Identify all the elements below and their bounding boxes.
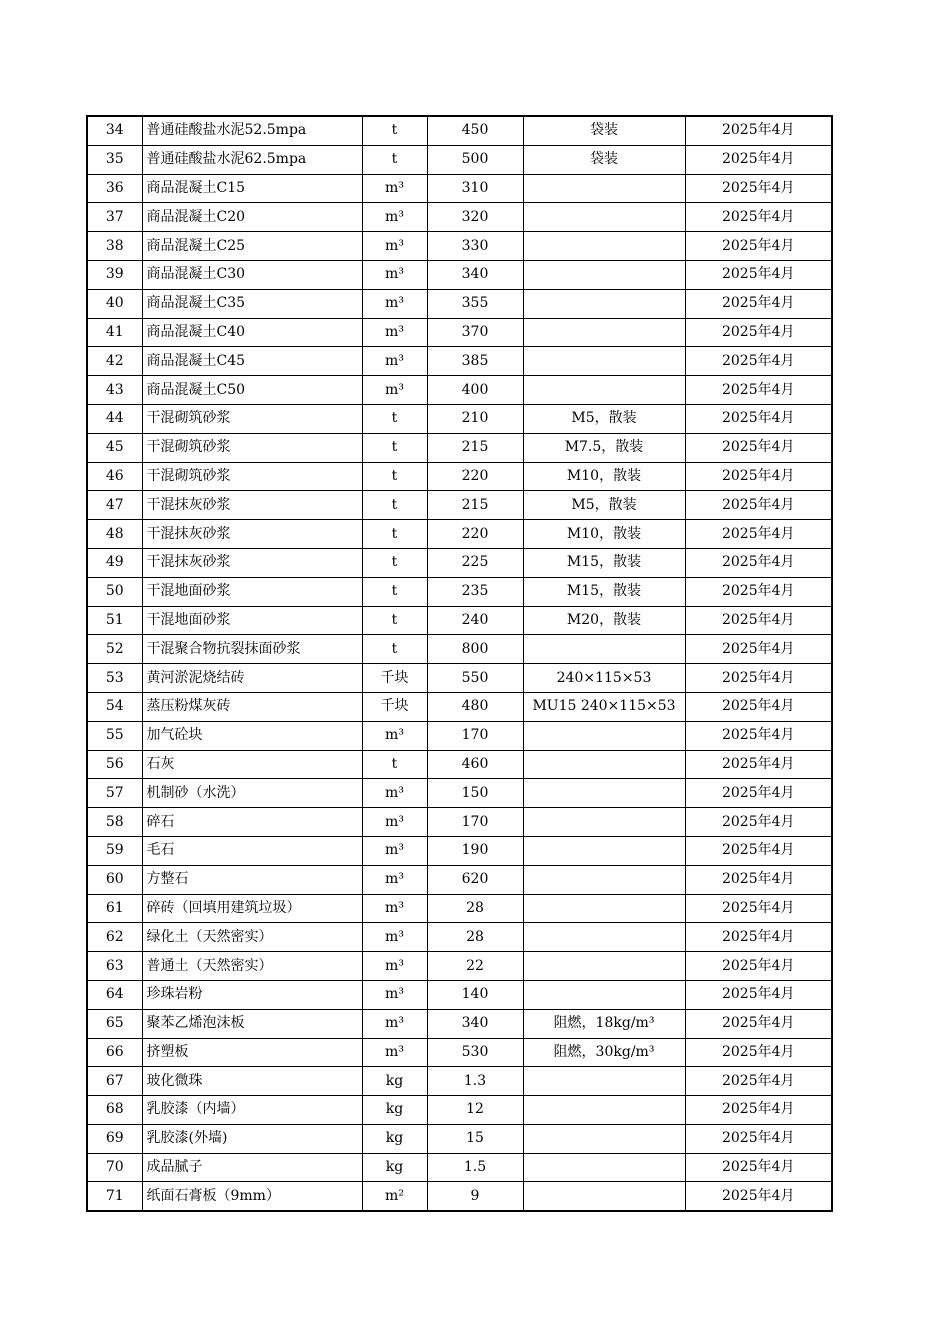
item-number-cell: 70 xyxy=(87,1153,142,1182)
date-cell: 2025年4月 xyxy=(685,865,832,894)
unit-cell: m³ xyxy=(362,779,427,808)
price-cell: 170 xyxy=(427,721,523,750)
item-number-cell: 69 xyxy=(87,1124,142,1153)
unit-cell: kg xyxy=(362,1124,427,1153)
table-row xyxy=(87,520,832,549)
remark-cell: 240×115×53 xyxy=(523,664,685,693)
table-row xyxy=(87,174,832,203)
remark-cell xyxy=(523,347,685,376)
item-number-cell: 37 xyxy=(87,203,142,232)
material-name-cell: 聚苯乙烯泡沫板 xyxy=(142,1009,362,1038)
unit-cell: 千块 xyxy=(362,692,427,721)
price-cell: 800 xyxy=(427,635,523,664)
remark-cell: 阻燃，30kg/m³ xyxy=(523,1038,685,1067)
date-cell: 2025年4月 xyxy=(685,1182,832,1211)
material-name-cell: 干混抹灰砂浆 xyxy=(142,491,362,520)
table-row xyxy=(87,347,832,376)
material-name-cell: 普通土（天然密实） xyxy=(142,952,362,981)
price-cell: 140 xyxy=(427,980,523,1009)
item-number-cell: 68 xyxy=(87,1096,142,1125)
table-row xyxy=(87,433,832,462)
table-row xyxy=(87,289,832,318)
price-table-body xyxy=(87,116,832,1211)
date-cell: 2025年4月 xyxy=(685,1096,832,1125)
price-cell: 320 xyxy=(427,203,523,232)
material-name-cell: 干混抹灰砂浆 xyxy=(142,548,362,577)
unit-cell: t xyxy=(362,606,427,635)
material-name-cell: 加气砼块 xyxy=(142,721,362,750)
unit-cell: m³ xyxy=(362,260,427,289)
table-row xyxy=(87,1182,832,1211)
price-cell: 22 xyxy=(427,952,523,981)
remark-cell xyxy=(523,865,685,894)
unit-cell: t xyxy=(362,116,427,145)
remark-cell: MU15 240×115×53 xyxy=(523,692,685,721)
material-name-cell: 蒸压粉煤灰砖 xyxy=(142,692,362,721)
date-cell: 2025年4月 xyxy=(685,347,832,376)
unit-cell: m³ xyxy=(362,318,427,347)
date-cell: 2025年4月 xyxy=(685,376,832,405)
item-number-cell: 57 xyxy=(87,779,142,808)
unit-cell: t xyxy=(362,750,427,779)
table-row xyxy=(87,260,832,289)
material-name-cell: 干混砌筑砂浆 xyxy=(142,433,362,462)
price-cell: 170 xyxy=(427,808,523,837)
price-cell: 370 xyxy=(427,318,523,347)
material-name-cell: 干混砌筑砂浆 xyxy=(142,462,362,491)
item-number-cell: 53 xyxy=(87,664,142,693)
price-cell: 330 xyxy=(427,232,523,261)
table-row xyxy=(87,1153,832,1182)
material-name-cell: 挤塑板 xyxy=(142,1038,362,1067)
item-number-cell: 65 xyxy=(87,1009,142,1038)
price-cell: 355 xyxy=(427,289,523,318)
material-name-cell: 碎砖（回填用建筑垃圾） xyxy=(142,894,362,923)
unit-cell: m³ xyxy=(362,203,427,232)
material-name-cell: 方整石 xyxy=(142,865,362,894)
item-number-cell: 36 xyxy=(87,174,142,203)
unit-cell: m³ xyxy=(362,376,427,405)
remark-cell: M5，散装 xyxy=(523,404,685,433)
item-number-cell: 62 xyxy=(87,923,142,952)
price-cell: 220 xyxy=(427,520,523,549)
table-row xyxy=(87,116,832,145)
table-row xyxy=(87,894,832,923)
date-cell: 2025年4月 xyxy=(685,836,832,865)
material-name-cell: 珍珠岩粉 xyxy=(142,980,362,1009)
unit-cell: t xyxy=(362,548,427,577)
remark-cell xyxy=(523,635,685,664)
item-number-cell: 38 xyxy=(87,232,142,261)
price-cell: 1.5 xyxy=(427,1153,523,1182)
date-cell: 2025年4月 xyxy=(685,923,832,952)
remark-cell: M5，散装 xyxy=(523,491,685,520)
unit-cell: m³ xyxy=(362,894,427,923)
date-cell: 2025年4月 xyxy=(685,174,832,203)
unit-cell: m³ xyxy=(362,232,427,261)
material-name-cell: 玻化微珠 xyxy=(142,1067,362,1096)
table-row xyxy=(87,376,832,405)
unit-cell: t xyxy=(362,462,427,491)
date-cell: 2025年4月 xyxy=(685,1038,832,1067)
item-number-cell: 61 xyxy=(87,894,142,923)
remark-cell xyxy=(523,174,685,203)
table-row xyxy=(87,980,832,1009)
price-cell: 240 xyxy=(427,606,523,635)
table-row xyxy=(87,952,832,981)
price-cell: 150 xyxy=(427,779,523,808)
price-cell: 235 xyxy=(427,577,523,606)
item-number-cell: 50 xyxy=(87,577,142,606)
table-row xyxy=(87,606,832,635)
unit-cell: t xyxy=(362,577,427,606)
price-cell: 550 xyxy=(427,664,523,693)
table-row xyxy=(87,1067,832,1096)
remark-cell: M20，散装 xyxy=(523,606,685,635)
table-row xyxy=(87,1096,832,1125)
price-cell: 215 xyxy=(427,433,523,462)
material-name-cell: 商品混凝土C50 xyxy=(142,376,362,405)
unit-cell: m² xyxy=(362,1182,427,1211)
item-number-cell: 48 xyxy=(87,520,142,549)
unit-cell: m³ xyxy=(362,923,427,952)
material-name-cell: 商品混凝土C35 xyxy=(142,289,362,318)
item-number-cell: 44 xyxy=(87,404,142,433)
remark-cell xyxy=(523,1182,685,1211)
price-cell: 340 xyxy=(427,1009,523,1038)
unit-cell: m³ xyxy=(362,289,427,318)
table-row xyxy=(87,548,832,577)
item-number-cell: 46 xyxy=(87,462,142,491)
material-name-cell: 毛石 xyxy=(142,836,362,865)
material-name-cell: 干混地面砂浆 xyxy=(142,606,362,635)
item-number-cell: 64 xyxy=(87,980,142,1009)
table-row xyxy=(87,865,832,894)
item-number-cell: 59 xyxy=(87,836,142,865)
unit-cell: m³ xyxy=(362,1038,427,1067)
unit-cell: m³ xyxy=(362,952,427,981)
price-cell: 225 xyxy=(427,548,523,577)
item-number-cell: 71 xyxy=(87,1182,142,1211)
remark-cell xyxy=(523,1067,685,1096)
item-number-cell: 43 xyxy=(87,376,142,405)
price-cell: 310 xyxy=(427,174,523,203)
remark-cell: M15，散装 xyxy=(523,577,685,606)
price-cell: 530 xyxy=(427,1038,523,1067)
item-number-cell: 51 xyxy=(87,606,142,635)
item-number-cell: 67 xyxy=(87,1067,142,1096)
date-cell: 2025年4月 xyxy=(685,433,832,462)
remark-cell xyxy=(523,318,685,347)
material-name-cell: 纸面石膏板（9mm） xyxy=(142,1182,362,1211)
remark-cell: M10，散装 xyxy=(523,520,685,549)
table-row xyxy=(87,692,832,721)
date-cell: 2025年4月 xyxy=(685,894,832,923)
remark-cell: 阻燃，18kg/m³ xyxy=(523,1009,685,1038)
material-name-cell: 机制砂（水洗） xyxy=(142,779,362,808)
price-cell: 210 xyxy=(427,404,523,433)
date-cell: 2025年4月 xyxy=(685,808,832,837)
price-table xyxy=(86,115,833,1212)
item-number-cell: 56 xyxy=(87,750,142,779)
date-cell: 2025年4月 xyxy=(685,404,832,433)
date-cell: 2025年4月 xyxy=(685,145,832,174)
remark-cell: M7.5，散装 xyxy=(523,433,685,462)
remark-cell xyxy=(523,1153,685,1182)
date-cell: 2025年4月 xyxy=(685,548,832,577)
date-cell: 2025年4月 xyxy=(685,664,832,693)
date-cell: 2025年4月 xyxy=(685,203,832,232)
price-cell: 12 xyxy=(427,1096,523,1125)
price-cell: 220 xyxy=(427,462,523,491)
material-name-cell: 商品混凝土C40 xyxy=(142,318,362,347)
price-cell: 500 xyxy=(427,145,523,174)
item-number-cell: 60 xyxy=(87,865,142,894)
unit-cell: t xyxy=(362,145,427,174)
item-number-cell: 41 xyxy=(87,318,142,347)
date-cell: 2025年4月 xyxy=(685,750,832,779)
remark-cell xyxy=(523,779,685,808)
remark-cell xyxy=(523,836,685,865)
material-name-cell: 商品混凝土C25 xyxy=(142,232,362,261)
remark-cell xyxy=(523,980,685,1009)
price-cell: 450 xyxy=(427,116,523,145)
material-name-cell: 干混砌筑砂浆 xyxy=(142,404,362,433)
unit-cell: m³ xyxy=(362,808,427,837)
material-name-cell: 成品腻子 xyxy=(142,1153,362,1182)
material-name-cell: 商品混凝土C45 xyxy=(142,347,362,376)
date-cell: 2025年4月 xyxy=(685,635,832,664)
material-name-cell: 碎石 xyxy=(142,808,362,837)
table-row xyxy=(87,923,832,952)
item-number-cell: 35 xyxy=(87,145,142,174)
price-cell: 28 xyxy=(427,923,523,952)
unit-cell: m³ xyxy=(362,174,427,203)
item-number-cell: 58 xyxy=(87,808,142,837)
unit-cell: kg xyxy=(362,1153,427,1182)
remark-cell xyxy=(523,721,685,750)
material-name-cell: 商品混凝土C30 xyxy=(142,260,362,289)
unit-cell: 千块 xyxy=(362,664,427,693)
date-cell: 2025年4月 xyxy=(685,779,832,808)
price-cell: 28 xyxy=(427,894,523,923)
material-name-cell: 绿化土（天然密实） xyxy=(142,923,362,952)
remark-cell xyxy=(523,260,685,289)
item-number-cell: 42 xyxy=(87,347,142,376)
item-number-cell: 66 xyxy=(87,1038,142,1067)
remark-cell: 袋装 xyxy=(523,145,685,174)
remark-cell xyxy=(523,1124,685,1153)
price-cell: 190 xyxy=(427,836,523,865)
item-number-cell: 34 xyxy=(87,116,142,145)
date-cell: 2025年4月 xyxy=(685,606,832,635)
material-name-cell: 干混地面砂浆 xyxy=(142,577,362,606)
date-cell: 2025年4月 xyxy=(685,1153,832,1182)
table-row xyxy=(87,462,832,491)
material-name-cell: 干混聚合物抗裂抹面砂浆 xyxy=(142,635,362,664)
price-cell: 9 xyxy=(427,1182,523,1211)
remark-cell xyxy=(523,923,685,952)
date-cell: 2025年4月 xyxy=(685,577,832,606)
table-row xyxy=(87,1124,832,1153)
remark-cell: 袋装 xyxy=(523,116,685,145)
table-row xyxy=(87,721,832,750)
item-number-cell: 39 xyxy=(87,260,142,289)
material-name-cell: 黄河淤泥烧结砖 xyxy=(142,664,362,693)
date-cell: 2025年4月 xyxy=(685,260,832,289)
price-cell: 215 xyxy=(427,491,523,520)
unit-cell: kg xyxy=(362,1096,427,1125)
date-cell: 2025年4月 xyxy=(685,232,832,261)
date-cell: 2025年4月 xyxy=(685,1124,832,1153)
item-number-cell: 54 xyxy=(87,692,142,721)
unit-cell: m³ xyxy=(362,721,427,750)
price-cell: 480 xyxy=(427,692,523,721)
table-row xyxy=(87,1038,832,1067)
date-cell: 2025年4月 xyxy=(685,1067,832,1096)
table-row xyxy=(87,404,832,433)
table-row xyxy=(87,808,832,837)
remark-cell xyxy=(523,1096,685,1125)
table-row xyxy=(87,318,832,347)
table-row xyxy=(87,577,832,606)
unit-cell: m³ xyxy=(362,347,427,376)
date-cell: 2025年4月 xyxy=(685,692,832,721)
remark-cell: M10，散装 xyxy=(523,462,685,491)
item-number-cell: 47 xyxy=(87,491,142,520)
remark-cell xyxy=(523,232,685,261)
item-number-cell: 55 xyxy=(87,721,142,750)
material-name-cell: 乳胶漆（内墙） xyxy=(142,1096,362,1125)
price-cell: 620 xyxy=(427,865,523,894)
unit-cell: m³ xyxy=(362,865,427,894)
price-cell: 15 xyxy=(427,1124,523,1153)
remark-cell xyxy=(523,289,685,318)
remark-cell xyxy=(523,952,685,981)
material-name-cell: 干混抹灰砂浆 xyxy=(142,520,362,549)
unit-cell: m³ xyxy=(362,1009,427,1038)
material-name-cell: 普通硅酸盐水泥62.5mpa xyxy=(142,145,362,174)
unit-cell: t xyxy=(362,520,427,549)
date-cell: 2025年4月 xyxy=(685,491,832,520)
table-row xyxy=(87,1009,832,1038)
date-cell: 2025年4月 xyxy=(685,520,832,549)
date-cell: 2025年4月 xyxy=(685,1009,832,1038)
remark-cell xyxy=(523,376,685,405)
remark-cell xyxy=(523,808,685,837)
material-name-cell: 商品混凝土C20 xyxy=(142,203,362,232)
date-cell: 2025年4月 xyxy=(685,721,832,750)
table-row xyxy=(87,779,832,808)
price-cell: 385 xyxy=(427,347,523,376)
table-row xyxy=(87,664,832,693)
price-cell: 400 xyxy=(427,376,523,405)
remark-cell: M15，散装 xyxy=(523,548,685,577)
table-row xyxy=(87,635,832,664)
remark-cell xyxy=(523,750,685,779)
material-name-cell: 商品混凝土C15 xyxy=(142,174,362,203)
item-number-cell: 49 xyxy=(87,548,142,577)
remark-cell xyxy=(523,203,685,232)
item-number-cell: 40 xyxy=(87,289,142,318)
item-number-cell: 52 xyxy=(87,635,142,664)
price-cell: 460 xyxy=(427,750,523,779)
material-name-cell: 乳胶漆(外墙) xyxy=(142,1124,362,1153)
table-row xyxy=(87,491,832,520)
table-row xyxy=(87,203,832,232)
table-row xyxy=(87,750,832,779)
price-cell: 1.3 xyxy=(427,1067,523,1096)
date-cell: 2025年4月 xyxy=(685,318,832,347)
table-row xyxy=(87,145,832,174)
table-row xyxy=(87,232,832,261)
table-row xyxy=(87,836,832,865)
unit-cell: t xyxy=(362,635,427,664)
item-number-cell: 45 xyxy=(87,433,142,462)
price-cell: 340 xyxy=(427,260,523,289)
date-cell: 2025年4月 xyxy=(685,952,832,981)
unit-cell: m³ xyxy=(362,980,427,1009)
unit-cell: t xyxy=(362,404,427,433)
date-cell: 2025年4月 xyxy=(685,980,832,1009)
material-name-cell: 普通硅酸盐水泥52.5mpa xyxy=(142,116,362,145)
remark-cell xyxy=(523,894,685,923)
unit-cell: t xyxy=(362,433,427,462)
item-number-cell: 63 xyxy=(87,952,142,981)
unit-cell: t xyxy=(362,491,427,520)
unit-cell: kg xyxy=(362,1067,427,1096)
date-cell: 2025年4月 xyxy=(685,289,832,318)
material-name-cell: 石灰 xyxy=(142,750,362,779)
date-cell: 2025年4月 xyxy=(685,462,832,491)
unit-cell: m³ xyxy=(362,836,427,865)
date-cell: 2025年4月 xyxy=(685,116,832,145)
